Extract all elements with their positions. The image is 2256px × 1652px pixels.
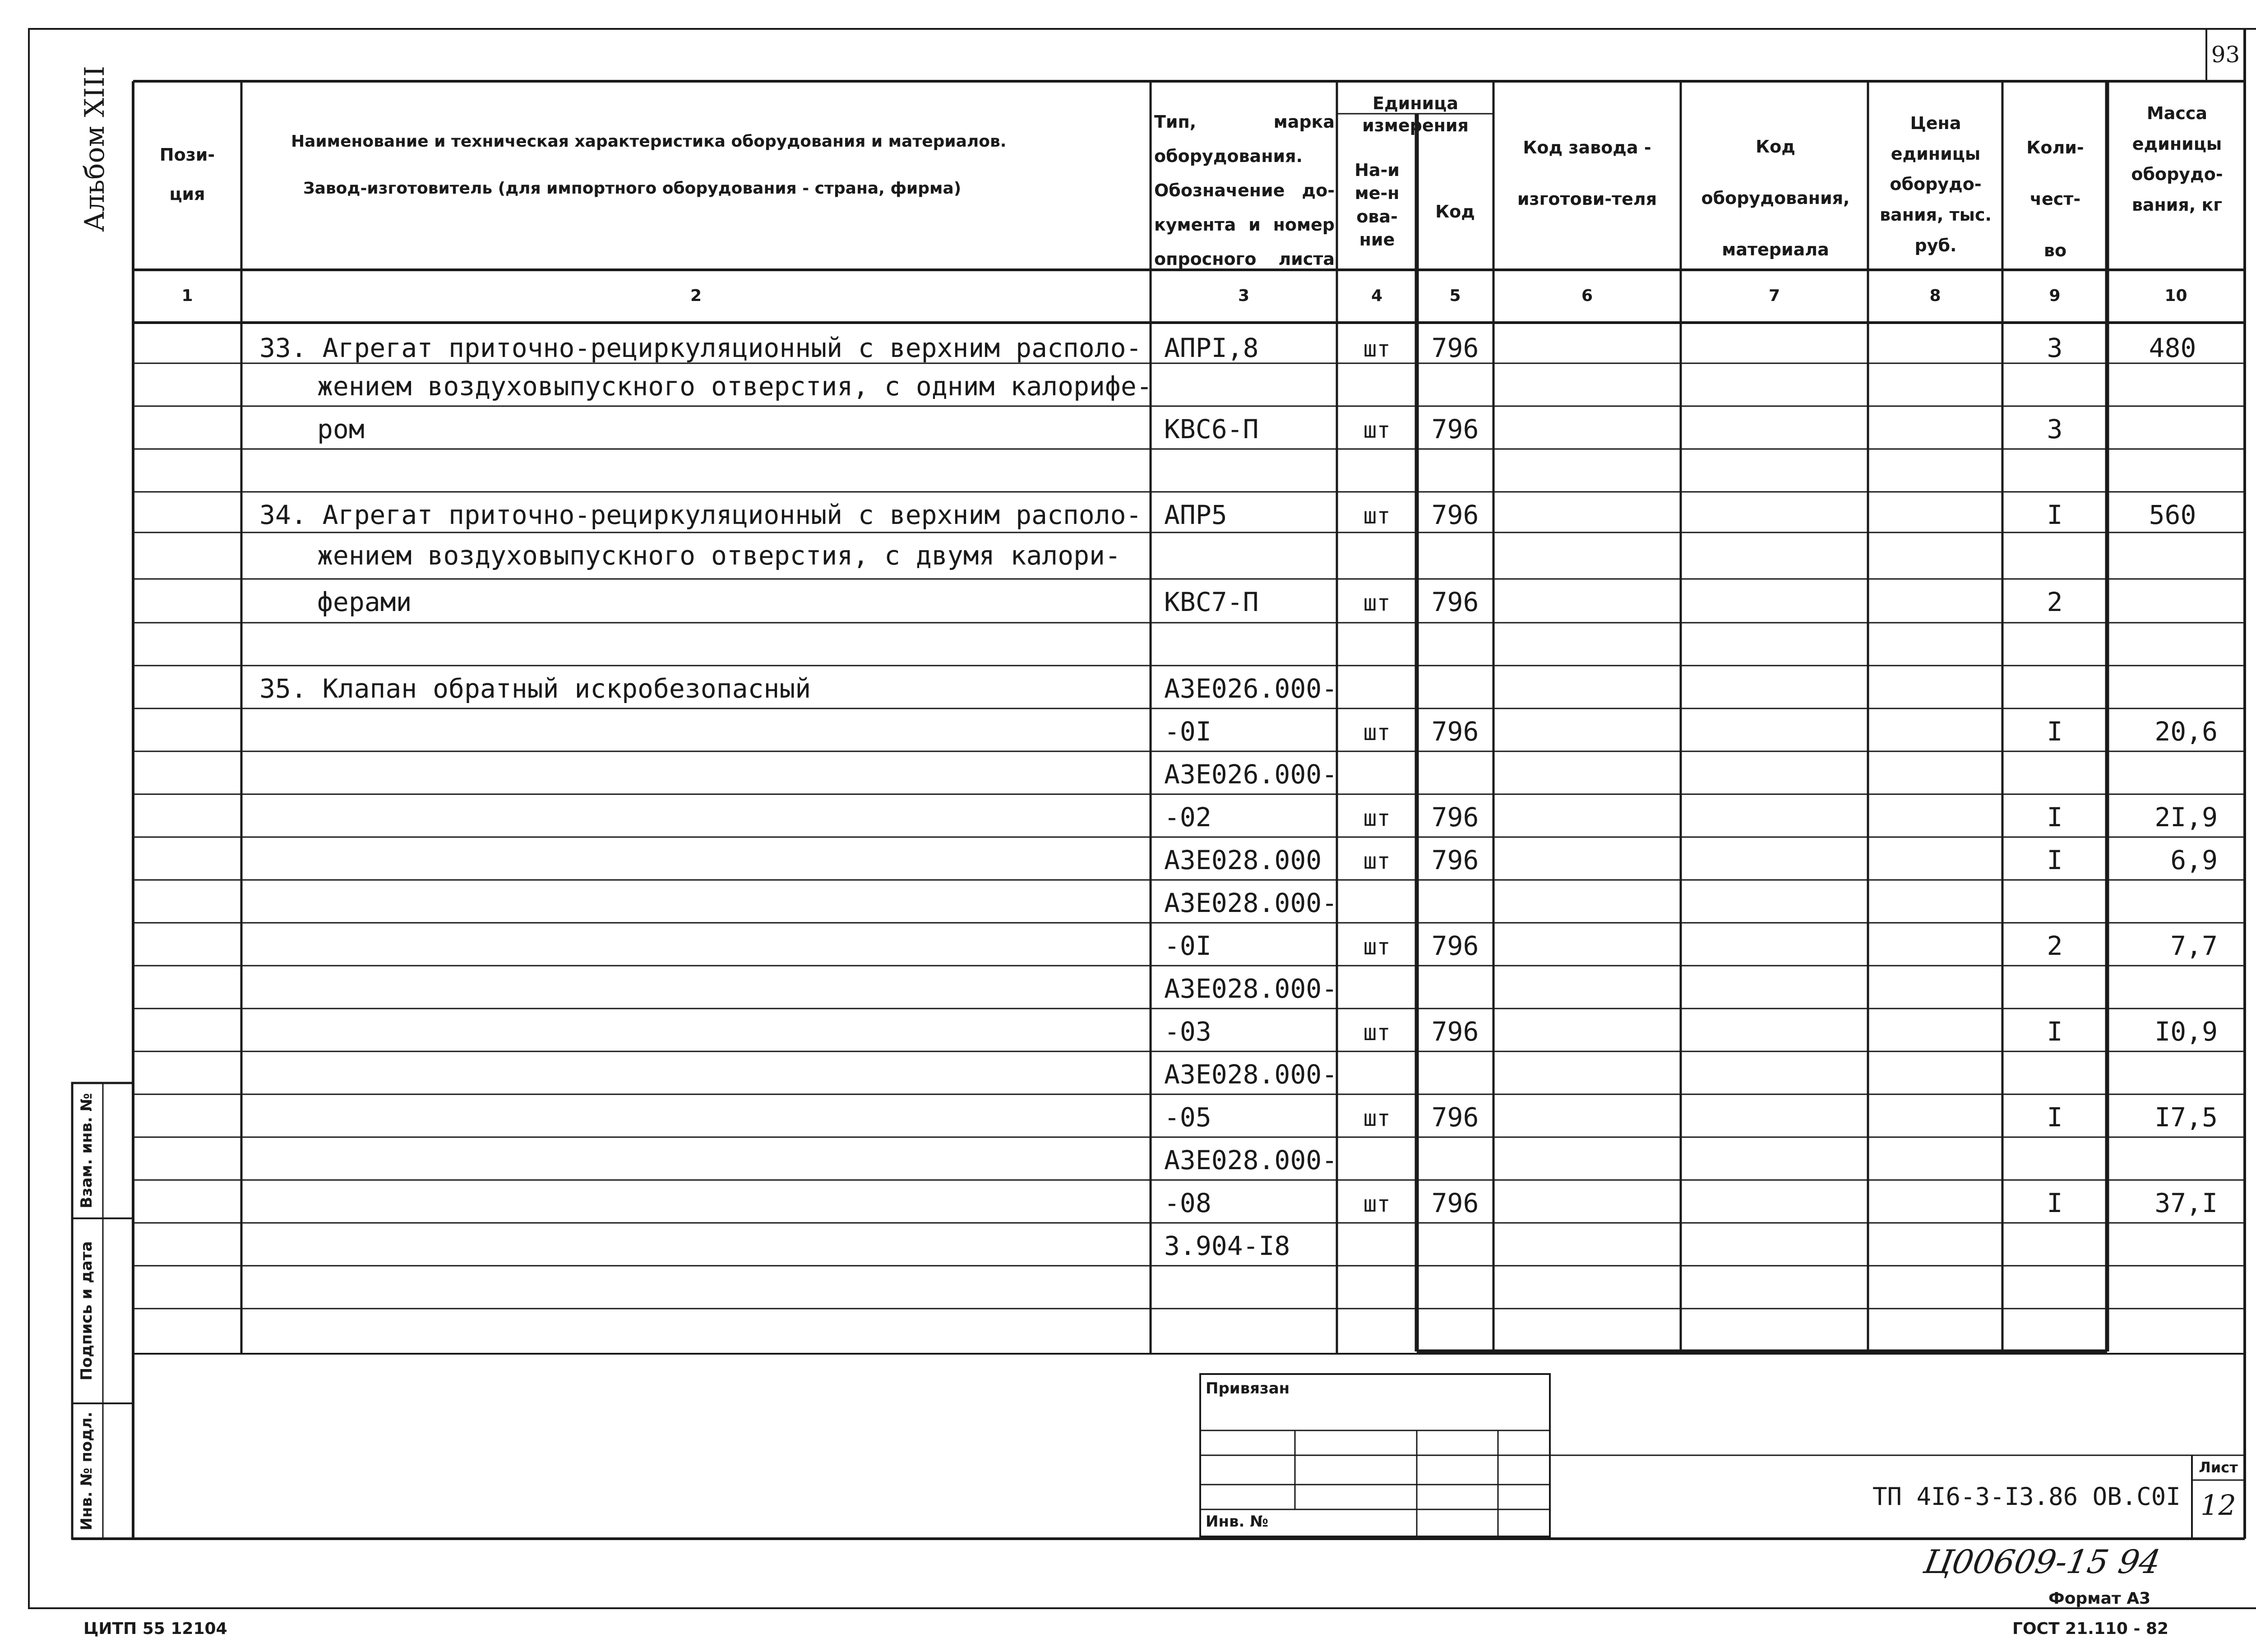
row-unit: шт — [1363, 805, 1391, 831]
header-mass: Масса единицы оборудо-вания, кг — [2131, 103, 2223, 215]
header-name-line2: Завод-изготовитель (для импортного оборудования - страна, фирма) — [303, 179, 962, 198]
row-code: 796 — [1431, 1188, 1479, 1218]
row-mass: 480 — [2149, 333, 2196, 363]
row-unit: шт — [1363, 1191, 1391, 1217]
row-unit: шт — [1363, 848, 1391, 874]
row-type: -05 — [1164, 1102, 1211, 1133]
row-type: А3Е028.000 — [1164, 845, 1322, 875]
stamp-inv-podl: Инв. № подл. — [78, 1411, 96, 1531]
row-unit: шт — [1363, 719, 1391, 745]
header-unit-code: Код — [1435, 202, 1475, 222]
row-qty: I — [2047, 1188, 2063, 1218]
row-type: АПР5 — [1164, 500, 1227, 530]
stamp-privyazan: Привязан — [1206, 1379, 1290, 1397]
citp-label: ЦИТП 55 12104 — [83, 1620, 227, 1638]
row-type: -0I — [1164, 716, 1211, 747]
row-type: А3Е028.000- — [1164, 888, 1338, 918]
row-mass: 37,I — [2154, 1188, 2218, 1218]
row-code: 796 — [1431, 1102, 1479, 1133]
col-number-9: 9 — [2049, 287, 2061, 305]
row-name: жением воздуховыпускного отверстия, с двумя калори- — [317, 540, 1121, 571]
row-unit: шт — [1363, 1105, 1391, 1131]
row-code: 796 — [1431, 802, 1479, 833]
row-qty: I — [2047, 845, 2063, 875]
row-code: 796 — [1431, 1016, 1479, 1047]
row-unit: шт — [1363, 503, 1391, 529]
row-code: 796 — [1431, 500, 1479, 530]
row-type: -03 — [1164, 1016, 1211, 1047]
stamp-podpis-data: Подпись и дата — [78, 1241, 96, 1381]
row-mass: 2I,9 — [2154, 802, 2218, 833]
row-name: ром — [317, 414, 365, 444]
row-unit: шт — [1363, 336, 1391, 362]
col-number-1: 1 — [181, 287, 193, 305]
col-number-10: 10 — [2164, 287, 2187, 305]
col-number-4: 4 — [1371, 287, 1383, 305]
stamp-inv-no: Инв. № — [1206, 1513, 1269, 1531]
format-label: Формат А3 — [2048, 1589, 2151, 1608]
col-number-7: 7 — [1768, 287, 1780, 305]
header-unit-name: На-име-нова-ние — [1355, 160, 1400, 250]
header-price: Цена единицы оборудо-вания, тыс. руб. — [1880, 113, 1992, 255]
row-mass: I7,5 — [2154, 1102, 2218, 1133]
row-code: 796 — [1431, 716, 1479, 747]
sheet-label: Лист — [2199, 1459, 2238, 1476]
row-code: 796 — [1431, 845, 1479, 875]
row-qty: I — [2047, 1016, 2063, 1047]
row-mass: I0,9 — [2154, 1016, 2218, 1047]
row-type: 3.904-I8 — [1164, 1231, 1290, 1261]
row-mass: 6,9 — [2170, 845, 2218, 875]
row-mass: 7,7 — [2170, 930, 2218, 961]
row-type: А3Е026.000- — [1164, 673, 1338, 704]
row-unit: шт — [1363, 1019, 1391, 1046]
header-factory-code: Код завода - изготови-теля — [1517, 138, 1657, 209]
row-qty: 2 — [2047, 930, 2063, 961]
row-name: ферами — [317, 587, 412, 617]
row-code: 796 — [1431, 587, 1479, 617]
row-name: 35. Клапан обратный искробезопасный — [259, 673, 811, 704]
page-number: 93 — [2211, 42, 2240, 68]
row-type: А3Е028.000- — [1164, 1145, 1338, 1175]
col-number-5: 5 — [1449, 287, 1461, 305]
row-type: КВС6-П — [1164, 414, 1259, 444]
col-number-6: 6 — [1581, 287, 1593, 305]
row-type: АПРI,8 — [1164, 333, 1259, 363]
row-code: 796 — [1431, 930, 1479, 961]
header-quantity: Коли-чест-во — [2026, 138, 2084, 260]
album-label: Альбом XIII — [79, 65, 111, 232]
row-qty: 3 — [2047, 333, 2063, 363]
row-qty: 3 — [2047, 414, 2063, 444]
row-type: -0I — [1164, 930, 1211, 961]
col-number-8: 8 — [1929, 287, 1941, 305]
col-number-3: 3 — [1238, 287, 1250, 305]
row-name: 33. Агрегат приточно-рециркуляционный с верхним располо- — [259, 333, 1142, 363]
sheet-number: 12 — [2201, 1489, 2236, 1522]
header-equipment-code: Код оборудования, материала — [1701, 137, 1850, 259]
row-type: А3Е026.000- — [1164, 759, 1338, 790]
row-name: жением воздуховыпускного отверстия, с одним калорифе- — [317, 371, 1152, 402]
row-qty: I — [2047, 716, 2063, 747]
row-mass: 20,6 — [2154, 716, 2218, 747]
row-type: -08 — [1164, 1188, 1211, 1218]
header-unit-group: Единица измерения — [1362, 93, 1469, 136]
document-code: ТП 4I6-3-I3.86 ОВ.С0I — [1872, 1482, 2181, 1511]
handwritten-code: Ц00609-15 94 — [1921, 1543, 2164, 1581]
row-code: 796 — [1431, 414, 1479, 444]
row-unit: шт — [1363, 417, 1391, 443]
row-qty: I — [2047, 500, 2063, 530]
row-type: А3Е028.000- — [1164, 973, 1338, 1004]
stamp-vzam-inv: Взам. инв. № — [78, 1093, 96, 1208]
row-unit: шт — [1363, 934, 1391, 960]
col-number-2: 2 — [690, 287, 702, 305]
row-mass: 560 — [2149, 500, 2196, 530]
gost-label: ГОСТ 21.110 - 82 — [2012, 1620, 2169, 1638]
row-type: КВС7-П — [1164, 587, 1259, 617]
row-type: -02 — [1164, 802, 1211, 833]
header-name-line1: Наименование и техническая характеристика оборудования и материалов. — [291, 132, 1007, 151]
row-type: А3Е028.000- — [1164, 1059, 1338, 1090]
row-qty: 2 — [2047, 587, 2063, 617]
row-unit: шт — [1363, 590, 1391, 616]
row-qty: I — [2047, 1102, 2063, 1133]
row-name: 34. Агрегат приточно-рециркуляционный с верхним располо- — [259, 500, 1142, 530]
header-position: Пози- ция — [159, 145, 215, 204]
row-qty: I — [2047, 802, 2063, 833]
header-type: Тип, марка оборудования. Обозначение до-кумента и номер опросного листа — [1154, 112, 1335, 269]
row-code: 796 — [1431, 333, 1479, 363]
